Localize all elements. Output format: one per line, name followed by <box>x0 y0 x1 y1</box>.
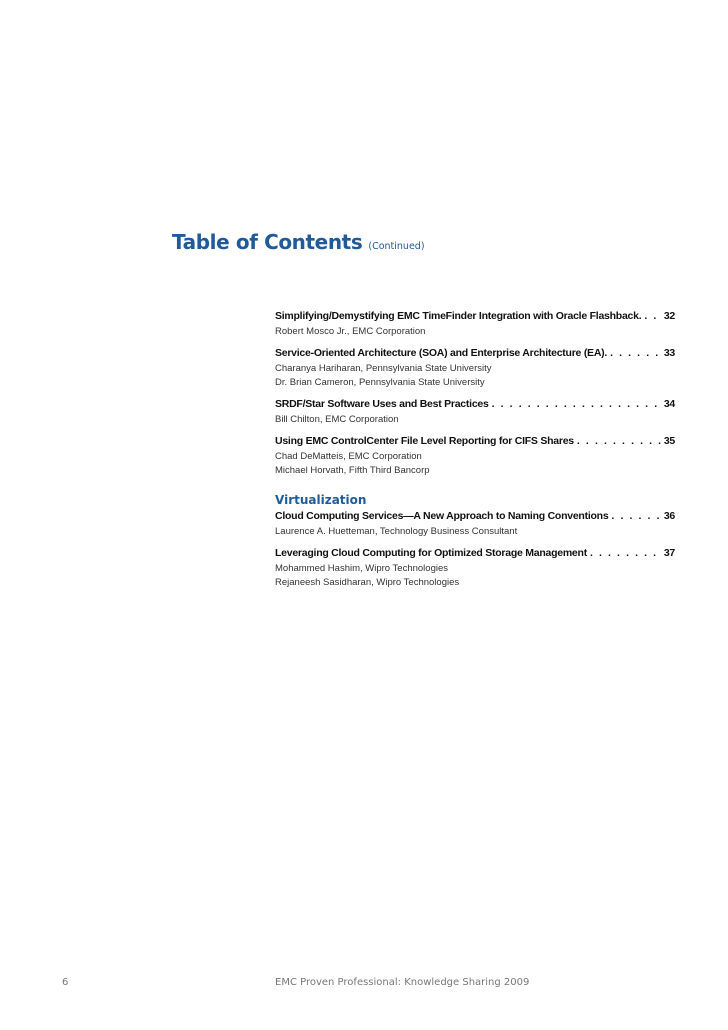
toc-entry-author: Mohammed Hashim, Wipro Technologies <box>275 563 449 574</box>
toc-entry-title: Simplifying/Demystifying EMC TimeFinder Integration with Oracle Flashback. <box>275 310 642 322</box>
toc-entry-page: 34 <box>663 398 675 410</box>
section-heading-virtualization: Virtualization <box>275 493 367 507</box>
toc-entry-page: 37 <box>663 547 675 559</box>
toc-entry-title: Service-Oriented Architecture (SOA) and Enterprise Architecture (EA). <box>275 347 608 359</box>
page-title-subtitle: (Continued) <box>368 241 425 252</box>
table-of-contents <box>275 310 675 598</box>
toc-entry <box>275 347 675 389</box>
toc-leader-dots <box>610 347 661 360</box>
toc-entry-author: Bill Chilton, EMC Corporation <box>275 414 399 425</box>
toc-entry <box>275 398 675 426</box>
toc-entry-title: Leveraging Cloud Computing for Optimized Storage Management <box>275 547 587 559</box>
toc-entry-author: Laurence A. Huetteman, Technology Business Consultant <box>275 526 518 537</box>
toc-leader-dots <box>590 547 661 560</box>
toc-entry <box>275 310 675 338</box>
toc-entry-author: Charanya Hariharan, Pennsylvania State University <box>275 363 492 374</box>
toc-leader-dots <box>611 510 660 523</box>
toc-leader-dots <box>577 435 661 448</box>
toc-entry-page: 33 <box>663 347 675 359</box>
footer-page-number: 6 <box>62 977 69 988</box>
toc-entry <box>275 547 675 589</box>
toc-entry-author: Chad DeMatteis, EMC Corporation <box>275 451 422 462</box>
toc-entry-title: Cloud Computing Services—A New Approach to Naming Conventions <box>275 510 609 522</box>
footer-publication-title: EMC Proven Professional: Knowledge Sharing 2009 <box>275 977 530 988</box>
toc-entry-title: SRDF/Star Software Uses and Best Practices <box>275 398 489 410</box>
toc-leader-dots <box>644 310 660 323</box>
toc-entry <box>275 435 675 477</box>
page-title-text: Table of Contents <box>172 230 363 254</box>
toc-entry-author: Robert Mosco Jr., EMC Corporation <box>275 326 426 337</box>
toc-entry-title: Using EMC ControlCenter File Level Reporting for CIFS Shares <box>275 435 574 447</box>
page-title <box>172 230 425 254</box>
toc-entry <box>275 510 675 538</box>
toc-entry-page: 35 <box>663 435 675 447</box>
toc-entry-author: Dr. Brian Cameron, Pennsylvania State University <box>275 377 485 388</box>
toc-entry-page: 32 <box>663 310 675 322</box>
toc-entry-author: Rejaneesh Sasidharan, Wipro Technologies <box>275 577 460 588</box>
toc-leader-dots <box>492 398 661 411</box>
toc-entry-page: 36 <box>663 510 675 522</box>
toc-entry-author: Michael Horvath, Fifth Third Bancorp <box>275 465 430 476</box>
